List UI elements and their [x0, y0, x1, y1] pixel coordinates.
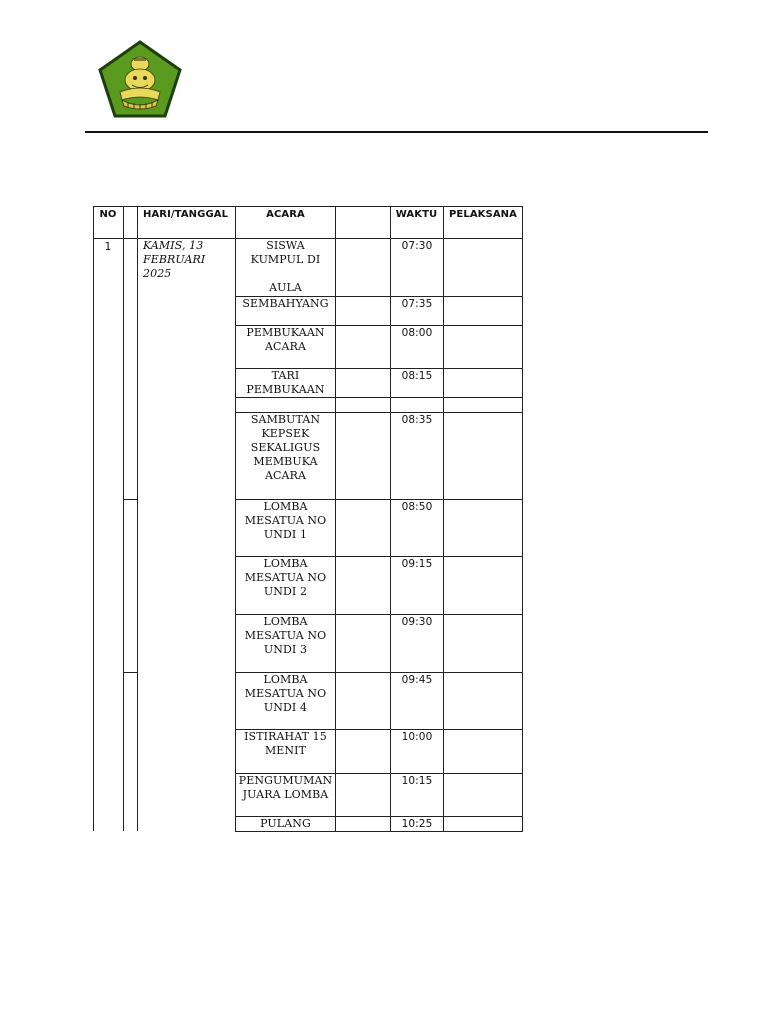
- event-cell: [236, 774, 335, 802]
- day-line: FEBRUARI: [143, 253, 206, 266]
- event-line: ACARA: [264, 469, 307, 482]
- event-cell: [236, 500, 335, 542]
- event-line: LOMBA: [263, 615, 308, 628]
- row-rule: [235, 831, 523, 832]
- day-line: 2025: [143, 267, 172, 280]
- time-cell: 10:00: [401, 731, 433, 743]
- event-line: JUARA LOMBA: [242, 788, 329, 801]
- row-rule: [235, 672, 523, 673]
- blank-col-rule: [123, 672, 138, 673]
- event-cell: [236, 326, 335, 354]
- day-line: KAMIS, 13: [143, 239, 204, 252]
- event-cell: [236, 239, 335, 295]
- event-line: KUMPUL DI: [250, 253, 321, 266]
- time-cell: 10:25: [401, 818, 433, 830]
- header-bottom-rule: [93, 238, 523, 239]
- event-line: SISWA: [266, 239, 305, 252]
- event-cell: [236, 413, 335, 483]
- col-rule: [93, 206, 94, 831]
- col-rule: [390, 206, 391, 831]
- row-rule: [235, 325, 523, 326]
- event-cell: [236, 369, 335, 397]
- event-line: LOMBA: [263, 557, 308, 570]
- col-rule: [335, 206, 336, 831]
- event-line: AULA: [269, 281, 302, 294]
- time-cell: 09:45: [401, 674, 433, 686]
- row-number: 1: [104, 241, 112, 253]
- time-cell: 08:15: [401, 370, 433, 382]
- row-rule: [235, 556, 523, 557]
- row-rule: [235, 296, 523, 297]
- event-line: MESATUA NO: [244, 571, 327, 584]
- event-line: MEMBUKA: [253, 455, 318, 468]
- blank-col-rule: [123, 499, 138, 500]
- header-day-date: HARI/TANGGAL: [143, 209, 229, 220]
- header-no: NO: [99, 209, 117, 220]
- time-cell: 08:00: [401, 327, 433, 339]
- row-rule: [235, 397, 523, 398]
- time-cell: 07:30: [401, 240, 433, 252]
- event-line: KEPSEK: [261, 427, 310, 440]
- event-line: SAMBUTAN: [250, 413, 321, 426]
- col-rule: [443, 206, 444, 831]
- day-date-cell: [143, 239, 235, 281]
- event-line: SEKALIGUS: [250, 441, 321, 454]
- col-rule: [522, 206, 523, 831]
- time-cell: 09:30: [401, 616, 433, 628]
- event-line: MESATUA NO: [244, 687, 327, 700]
- event-cell: [236, 673, 335, 715]
- event-line: MESATUA NO: [244, 514, 327, 527]
- time-cell: 08:35: [401, 414, 433, 426]
- row-rule: [235, 368, 523, 369]
- event-line: MENIT: [264, 744, 307, 757]
- row-rule: [235, 816, 523, 817]
- event-line: TARI: [271, 369, 300, 382]
- event-line: LOMBA: [263, 500, 308, 513]
- header-event: ACARA: [266, 209, 305, 220]
- row-rule: [235, 614, 523, 615]
- event-cell: [236, 297, 335, 311]
- event-line: ISTIRAHAT 15: [244, 730, 327, 743]
- event-line: PENGUMUMAN: [238, 774, 333, 787]
- event-line: SEMBAHYANG: [242, 297, 329, 310]
- event-cell: [236, 557, 335, 599]
- event-cell: [236, 730, 335, 758]
- event-line: UNDI 2: [263, 585, 308, 598]
- time-cell: 07:35: [401, 298, 433, 310]
- event-line: UNDI 4: [263, 701, 308, 714]
- time-cell: 10:15: [401, 775, 433, 787]
- table-border-top: [93, 206, 523, 207]
- row-rule: [235, 412, 523, 413]
- event-line: PULANG: [260, 817, 311, 830]
- event-line: UNDI 3: [263, 643, 308, 656]
- event-line: UNDI 1: [263, 528, 308, 541]
- event-line: ACARA: [264, 340, 307, 353]
- event-line: PEMBUKAAN: [246, 383, 325, 396]
- header-executor: PELAKSANA: [449, 209, 517, 220]
- event-line: [236, 267, 335, 281]
- col-rule: [137, 206, 138, 831]
- event-line: LOMBA: [263, 673, 308, 686]
- header-time: WAKTU: [395, 209, 438, 220]
- event-line: MESATUA NO: [244, 629, 327, 642]
- row-rule: [235, 773, 523, 774]
- event-cell: [236, 817, 335, 831]
- event-line: PEMBUKAAN: [246, 326, 325, 339]
- row-rule: [235, 499, 523, 500]
- col-rule: [235, 206, 236, 831]
- time-cell: 09:15: [401, 558, 433, 570]
- time-cell: 08:50: [401, 501, 433, 513]
- row-rule: [235, 729, 523, 730]
- event-cell: [236, 615, 335, 657]
- col-rule: [123, 206, 124, 831]
